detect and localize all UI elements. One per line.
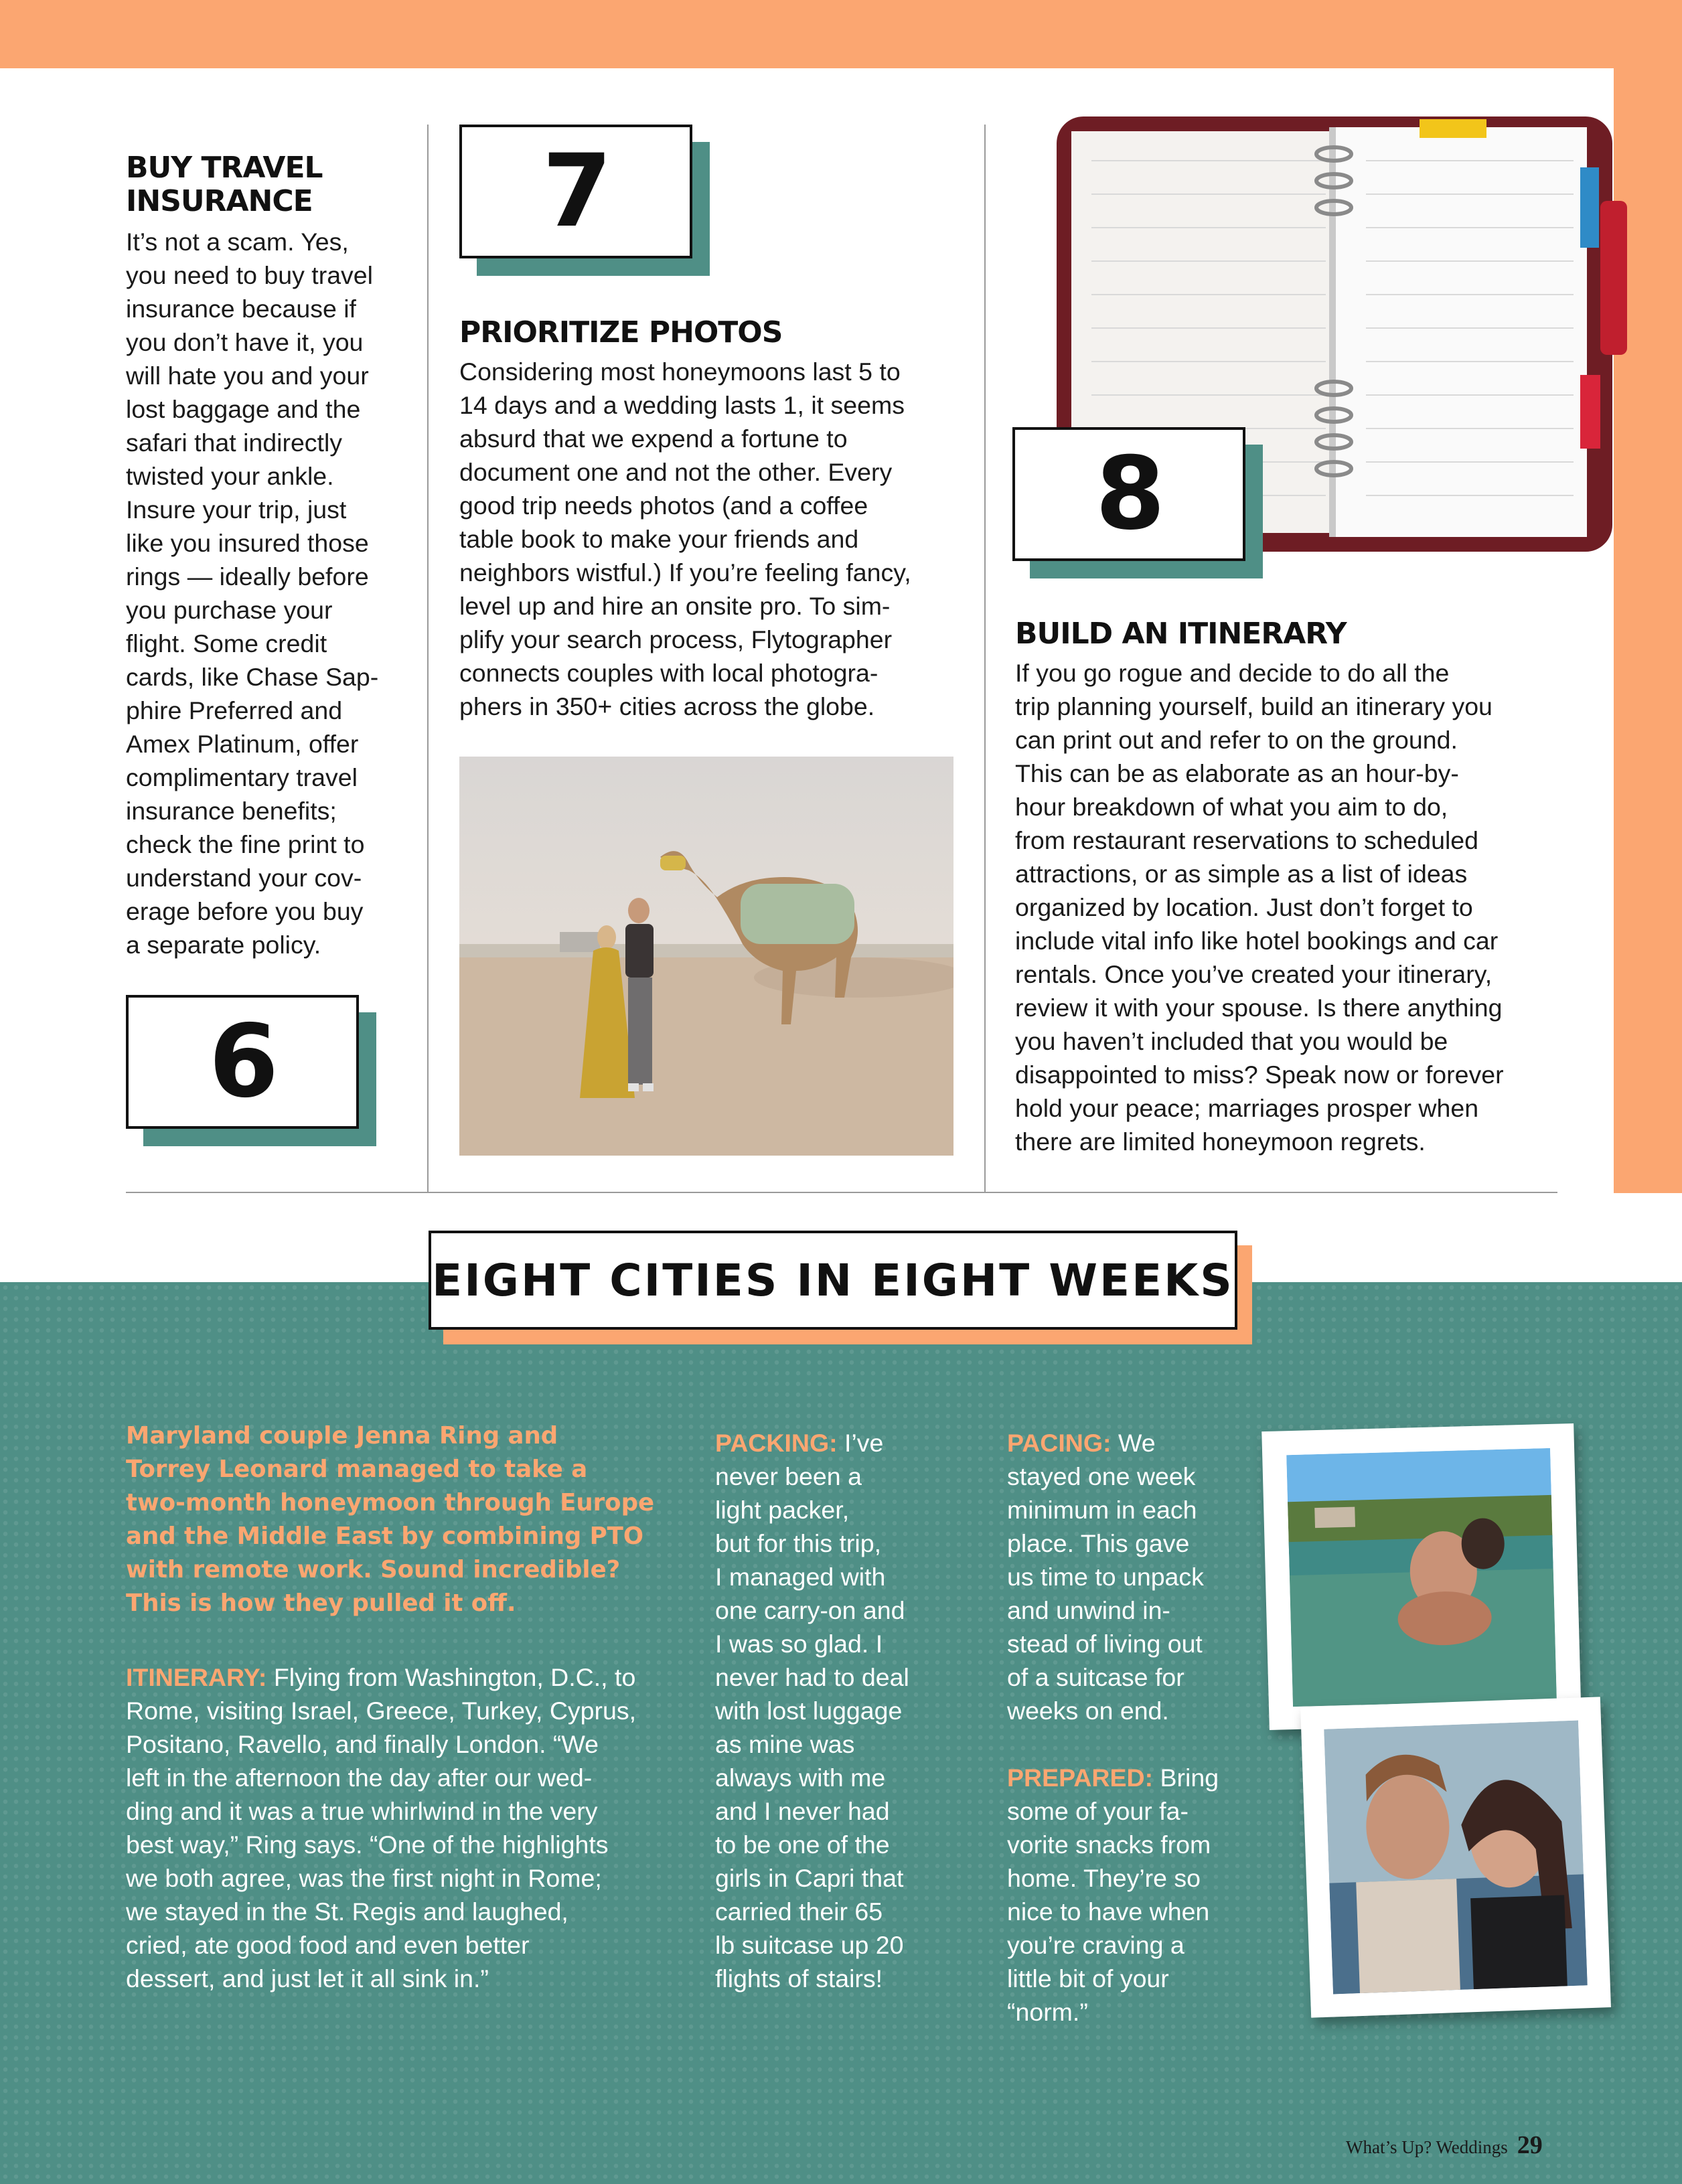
body-line: a separate policy. <box>126 931 321 959</box>
itinerary-line: cried, ate good food and even better <box>126 1931 530 1959</box>
pacing-line: stead of living out <box>1007 1630 1203 1658</box>
couple-photo-image <box>1324 1720 1588 1994</box>
packing-line: I was so glad. I <box>715 1630 883 1658</box>
body-line: erage before you buy <box>126 897 364 925</box>
body-line: plify your search process, Flytographer <box>459 625 893 653</box>
tip-7-body <box>459 355 911 723</box>
tip-7-heading: PRIORITIZE PHOTOS <box>459 315 783 349</box>
top-orange-band <box>0 0 1682 68</box>
publication-name: What’s Up? Weddings <box>1346 2137 1508 2157</box>
body-line: insurance benefits; <box>126 797 337 825</box>
prepared-line: vorite snacks from <box>1007 1830 1211 1859</box>
body-line: rings — ideally before <box>126 562 369 591</box>
prepared-label: PREPARED: <box>1007 1764 1154 1792</box>
body-line: document one and not the other. Every <box>459 458 893 486</box>
body-line: connects couples with local photogra- <box>459 659 878 687</box>
packing-line: and I never had <box>715 1797 890 1825</box>
pacing-paragraph <box>1007 1426 1204 1727</box>
page-number: 29 <box>1517 2131 1543 2159</box>
packing-line: never had to deal <box>715 1663 909 1691</box>
intro-line: Torrey Leonard managed to take a <box>126 1456 588 1483</box>
itinerary-line: best way,” Ring says. “One of the highlights <box>126 1830 609 1859</box>
intro-line: This is how they pulled it off. <box>126 1589 516 1617</box>
column-divider <box>427 125 429 1192</box>
pacing-line: us time to unpack <box>1007 1563 1204 1591</box>
body-line: Amex Platinum, offer <box>126 730 359 758</box>
pacing-line: minimum in each <box>1007 1496 1197 1524</box>
body-line: Insure your trip, just <box>126 495 347 524</box>
body-line: insurance because if <box>126 295 356 323</box>
packing-line: always with me <box>715 1764 886 1792</box>
body-line: It’s not a scam. Yes, <box>126 228 349 256</box>
body-line: table book to make your friends and <box>459 525 859 553</box>
pacing-text: We <box>1111 1429 1156 1457</box>
packing-first-line <box>715 1426 909 1460</box>
prepared-line: “norm.” <box>1007 1998 1088 2026</box>
itinerary-line: ding and it was a true whirlwind in the very <box>126 1797 598 1825</box>
packing-line: carried their 65 <box>715 1897 883 1926</box>
body-line: disappointed to miss? Speak now or forever <box>1015 1061 1504 1089</box>
section-divider <box>126 1192 1557 1193</box>
tip-7-number-box <box>459 125 692 258</box>
tip-7-number: 7 <box>542 133 610 250</box>
body-line: neighbors wistful.) If you’re feeling fancy, <box>459 558 911 587</box>
intro-line: with remote work. Sound incredible? <box>126 1556 621 1583</box>
body-line: 14 days and a wedding lasts 1, it seems <box>459 391 905 419</box>
body-line: attractions, or as simple as a list of ideas <box>1015 860 1468 888</box>
tip-8-number: 8 <box>1095 436 1163 552</box>
prepared-line: you’re craving a <box>1007 1931 1184 1959</box>
pacing-label: PACING: <box>1007 1429 1112 1457</box>
pacing-first-line <box>1007 1426 1204 1460</box>
packing-label: PACKING: <box>715 1429 838 1457</box>
body-line: understand your cov- <box>126 864 362 892</box>
body-line: phers in 350+ cities across the globe. <box>459 692 875 720</box>
body-line: organized by location. Just don’t forget to <box>1015 893 1473 921</box>
body-line: include vital info like hotel bookings and car <box>1015 927 1499 955</box>
itinerary-line: Positano, Ravello, and finally London. “We <box>126 1730 599 1758</box>
swimming-photo-image <box>1286 1448 1557 1707</box>
packing-paragraph <box>715 1426 909 1995</box>
itinerary-text: Flying from Washington, D.C., to <box>266 1663 636 1691</box>
itinerary-line: Rome, visiting Israel, Greece, Turkey, Cyprus, <box>126 1697 637 1725</box>
packing-line: flights of stairs! <box>715 1964 883 1993</box>
body-line: can print out and refer to on the ground. <box>1015 726 1458 754</box>
prepared-paragraph <box>1007 1761 1219 2029</box>
feature-intro <box>126 1419 654 1620</box>
body-line: will hate you and your <box>126 362 369 390</box>
body-line: like you insured those <box>126 529 369 557</box>
tip-6-number: 6 <box>208 1004 277 1120</box>
prepared-line: nice to have when <box>1007 1897 1210 1926</box>
itinerary-label: ITINERARY: <box>126 1663 267 1691</box>
body-line: from restaurant reservations to scheduled <box>1015 826 1479 854</box>
body-line: flight. Some credit <box>126 629 327 657</box>
pacing-line: and unwind in- <box>1007 1596 1170 1624</box>
body-line: you purchase your <box>126 596 333 624</box>
packing-line: one carry-on and <box>715 1596 905 1624</box>
body-line: complimentary travel <box>126 763 358 791</box>
tip-6-body <box>126 225 378 961</box>
page-footer <box>1346 2130 1543 2160</box>
itinerary-line: left in the afternoon the day after our wed- <box>126 1764 593 1792</box>
packing-line: but for this trip, <box>715 1529 882 1557</box>
body-line: If you go rogue and decide to do all the <box>1015 659 1450 687</box>
polaroid-photo-couple <box>1300 1697 1611 2017</box>
prepared-line: little bit of your <box>1007 1964 1169 1993</box>
body-line: This can be as elaborate as an hour-by- <box>1015 759 1459 787</box>
prepared-line: home. They’re so <box>1007 1864 1201 1892</box>
tip-6-number-box <box>126 995 359 1129</box>
camel-couple-photo <box>459 757 953 1156</box>
pacing-line: stayed one week <box>1007 1462 1196 1490</box>
body-line: hour breakdown of what you aim to do, <box>1015 793 1448 821</box>
body-line: you haven’t included that you would be <box>1015 1027 1448 1055</box>
column-divider <box>984 125 986 1192</box>
body-line: absurd that we expend a fortune to <box>459 424 848 453</box>
packing-text: I’ve <box>837 1429 884 1457</box>
pacing-line: of a suitcase for <box>1007 1663 1184 1691</box>
polaroid-photo-swimming <box>1262 1423 1582 1730</box>
body-line: review it with your spouse. Is there anything <box>1015 994 1503 1022</box>
prepared-text: Bring <box>1153 1764 1219 1792</box>
camel-photo-image <box>459 757 953 1156</box>
intro-line: two-month honeymoon through Europe <box>126 1489 655 1516</box>
body-line: safari that indirectly <box>126 428 343 457</box>
body-line: Considering most honeymoons last 5 to <box>459 358 901 386</box>
packing-line: lb suitcase up 20 <box>715 1931 904 1959</box>
packing-line: I managed with <box>715 1563 886 1591</box>
body-line: trip planning yourself, build an itinerary you <box>1015 692 1493 720</box>
tip-8-heading: BUILD AN ITINERARY <box>1015 617 1347 651</box>
packing-line: with lost luggage <box>715 1697 903 1725</box>
heading-line: BUY TRAVEL <box>126 151 323 185</box>
itinerary-paragraph <box>126 1660 636 1995</box>
packing-line: girls in Capri that <box>715 1864 904 1892</box>
body-line: hold your peace; marriages prosper when <box>1015 1094 1479 1122</box>
itinerary-first-line <box>126 1660 636 1694</box>
itinerary-line: dessert, and just let it all sink in.” <box>126 1964 489 1993</box>
body-line: rentals. Once you’ve created your itinerary, <box>1015 960 1493 988</box>
body-line: check the fine print to <box>126 830 365 858</box>
itinerary-line: we both agree, was the first night in Rome; <box>126 1864 602 1892</box>
body-line: you need to buy travel <box>126 261 373 289</box>
body-line: there are limited honeymoon regrets. <box>1015 1127 1426 1156</box>
tip-8-number-box <box>1012 427 1245 561</box>
body-line: phire Preferred and <box>126 696 343 724</box>
packing-line: never been a <box>715 1462 862 1490</box>
feature-title: EIGHT CITIES IN EIGHT WEEKS <box>432 1254 1234 1306</box>
body-line: level up and hire an onsite pro. To sim- <box>459 592 891 620</box>
prepared-first-line <box>1007 1761 1219 1794</box>
intro-line: and the Middle East by combining PTO <box>126 1523 644 1550</box>
body-line: twisted your ankle. <box>126 462 334 490</box>
pacing-line: place. This gave <box>1007 1529 1190 1557</box>
pacing-line: weeks on end. <box>1007 1697 1169 1725</box>
body-line: you don’t have it, you <box>126 328 364 356</box>
body-line: good trip needs photos (and a coffee <box>459 491 868 520</box>
tip-8-body <box>1015 656 1504 1158</box>
packing-line: to be one of the <box>715 1830 890 1859</box>
packing-line: as mine was <box>715 1730 855 1758</box>
tip-6-heading <box>126 151 323 218</box>
packing-line: light packer, <box>715 1496 850 1524</box>
heading-line: INSURANCE <box>126 184 313 218</box>
feature-title-banner <box>429 1231 1237 1330</box>
body-line: cards, like Chase Sap- <box>126 663 379 691</box>
body-line: lost baggage and the <box>126 395 361 423</box>
intro-line: Maryland couple Jenna Ring and <box>126 1422 558 1450</box>
itinerary-line: we stayed in the St. Regis and laughed, <box>126 1897 568 1926</box>
prepared-line: some of your fa- <box>1007 1797 1189 1825</box>
